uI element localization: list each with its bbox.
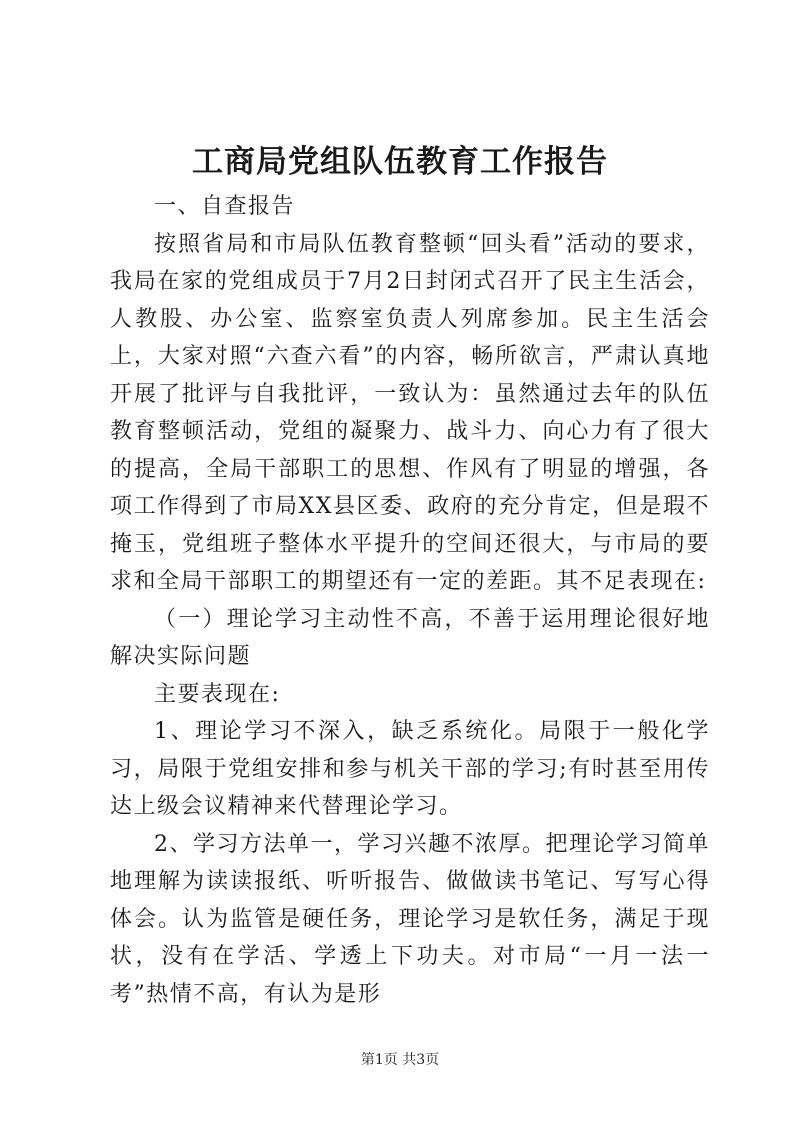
- paragraph: 按照省局和市局队伍教育整顿“回头看”活动的要求，我局在家的党组成员于7月2日封闭式召开了民主生活会，人教股、办公室、监察室负责人列席参加。民主生活会上，大家对照“六查六看”的内容，畅所欲言，严肃认真地开展了批评与自我批评，一致认为：虽然通过去年的队伍教育整顿活动，党组的凝聚力、战斗力、向心力有了很大的提高，全局干部职工的思想、作风有了明显的增强，各项工作得到了市局XX县区委、政府的充分肯定，但是瑕不掩玉，党组班子整体水平提升的空间还很大，与市局的要求和全局干部职工的期望还有一定的差距。其不足表现在:: [110, 231, 710, 594]
- document-title: 工商局党组队伍教育工作报告: [192, 144, 608, 180]
- manifestation-label: 主要表现在:: [154, 681, 281, 707]
- list-item: 2、学习方法单一，学习兴趣不浓厚。把理论学习简单地理解为读读报纸、听听报告、做做读书笔记、写写心得体会。认为监管是硬任务，理论学习是软任务，满足于现状，没有在学活、学透上下功夫。对市局“一月一法一考”热情不高，有认为是形: [110, 831, 710, 1007]
- list-item: 1、理论学习不深入，缺乏系统化。局限于一般化学习，局限于党组安排和参与机关干部的学习;有时甚至用传达上级会议精神来代替理论学习。: [110, 719, 710, 819]
- document-body: [110, 188, 710, 1013]
- subheading: （一）理论学习主动性不高，不善于运用理论很好地解决实际问题: [110, 606, 710, 669]
- page-footer: 第1页 共3页: [360, 1052, 440, 1068]
- section-heading: 一、自查报告: [154, 194, 296, 219]
